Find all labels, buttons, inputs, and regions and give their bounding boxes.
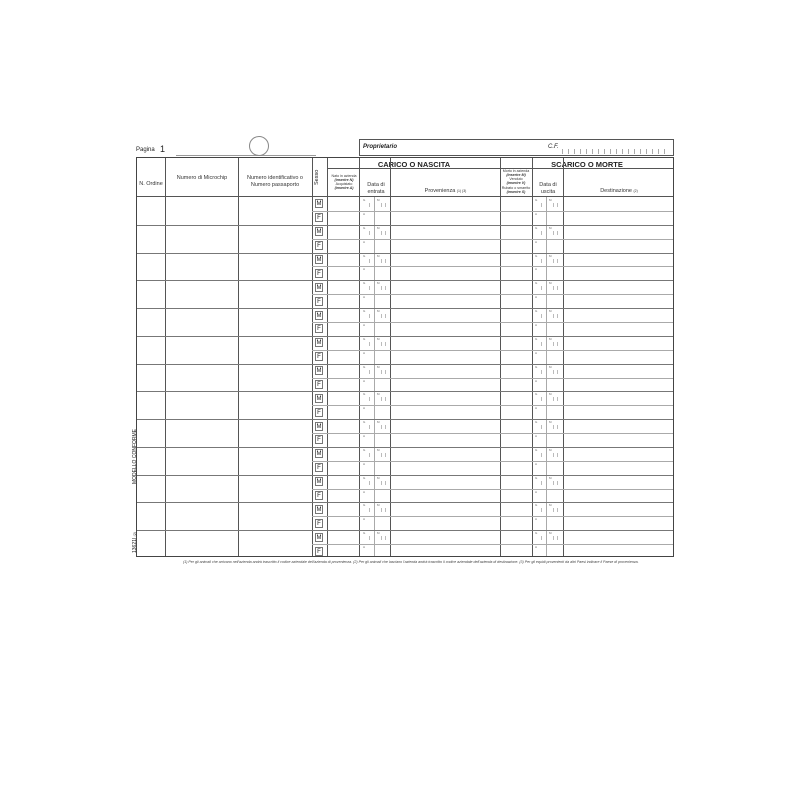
date-tick: [557, 508, 558, 512]
scarico-title: SCARICO O MORTE: [551, 160, 623, 169]
date-marker-g: G: [363, 447, 366, 452]
date-tick: [553, 397, 554, 401]
sex-f-checkbox[interactable]: F: [315, 435, 323, 444]
column-divider: [165, 158, 166, 556]
entry-separator: [137, 336, 673, 337]
date-marker-m: M: [549, 447, 552, 452]
date-tick: [381, 370, 382, 374]
sex-f-checkbox[interactable]: F: [315, 213, 323, 222]
date-marker-g: G: [363, 392, 366, 397]
date-marker-g: G: [535, 447, 538, 452]
date-marker-m: M: [377, 198, 380, 202]
sex-row-separator: [312, 405, 673, 406]
date-marker-m: M: [549, 253, 552, 258]
date-marker-g: G: [535, 336, 538, 341]
date-marker-a: A: [363, 295, 366, 300]
date-tick: [385, 481, 386, 485]
date-marker-a: A: [535, 434, 538, 439]
sex-row-separator: [312, 266, 673, 267]
date-marker-g: G: [535, 392, 538, 397]
sex-f-checkbox[interactable]: F: [315, 519, 323, 528]
sex-m-checkbox[interactable]: M: [316, 256, 322, 263]
col-ordine-header: N. Ordine: [139, 181, 163, 187]
date-marker-m: M: [377, 309, 380, 314]
date-tick: [553, 370, 554, 374]
cf-input-ticks[interactable]: [562, 149, 670, 154]
sex-row-separator: [312, 378, 673, 379]
date-tick: [381, 453, 382, 457]
date-tick: [385, 453, 386, 457]
date-tick: [557, 453, 558, 457]
date-marker-g: G: [363, 336, 366, 341]
pagina-label: Pagina: [136, 147, 155, 153]
carico-title: CARICO O NASCITA: [377, 160, 451, 169]
date-tick: [385, 231, 386, 235]
date-marker-m: M: [549, 336, 552, 341]
date-tick: [541, 203, 542, 207]
date-tick: [381, 536, 382, 540]
date-tick: [557, 286, 558, 290]
date-tick: [557, 342, 558, 346]
date-tick: [541, 231, 542, 235]
date-marker-a: A: [363, 239, 366, 244]
sex-m-checkbox[interactable]: M: [316, 534, 322, 541]
date-tick: [557, 203, 558, 207]
sex-m-checkbox[interactable]: M: [316, 201, 322, 208]
date-marker-a: A: [363, 461, 366, 466]
date-marker-m: M: [549, 225, 552, 230]
nato-label: Nato in azienda: [331, 174, 357, 178]
date-marker-g: G: [363, 309, 366, 314]
date-tick: [541, 397, 542, 401]
date-marker-m: M: [377, 531, 380, 536]
date-tick: [381, 397, 382, 401]
date-marker-a: A: [363, 378, 366, 383]
acquistato-sub: (inserire A): [334, 186, 354, 191]
date-marker-a: A: [535, 267, 538, 272]
date-marker-m: M: [377, 364, 380, 369]
col-identificativo-header: Numero identificativo o Numero passaporto: [247, 175, 303, 188]
entry-separator: [137, 502, 673, 503]
date-tick: [381, 481, 382, 485]
date-marker-g: G: [535, 420, 538, 425]
sex-f-checkbox[interactable]: F: [315, 352, 323, 361]
date-tick: [385, 314, 386, 318]
date-marker-m: M: [377, 447, 380, 452]
date-tick: [541, 259, 542, 263]
date-marker-g: G: [363, 198, 366, 202]
date-marker-m: M: [377, 503, 380, 508]
date-tick: [381, 508, 382, 512]
date-marker-g: G: [363, 225, 366, 230]
date-marker-a: A: [363, 350, 366, 355]
date-marker-m: M: [377, 392, 380, 397]
date-tick: [553, 453, 554, 457]
entry-separator: [137, 419, 673, 420]
date-tick: [557, 397, 558, 401]
footnote: (1) Per gli animali che arrivano nell'azienda andrà trascritto il codice aziendale dell'azienda di provenienza. (2) Per gli animali che lasciano l'azienda andrà trascritto il codice aziendale dell'azienda di destinazione. (3) Per gli equidi provenienti da altri Paesi indicare il Paese di provenienza.: [183, 560, 639, 564]
date-tick: [541, 314, 542, 318]
date-tick: [541, 370, 542, 374]
sex-row-separator: [312, 516, 673, 517]
register-table: [136, 157, 674, 557]
date-marker-g: G: [535, 225, 538, 230]
punch-hole: [249, 136, 269, 156]
date-marker-g: G: [535, 475, 538, 480]
sex-row-separator: [312, 350, 673, 351]
sex-f-checkbox[interactable]: F: [315, 408, 323, 417]
pagina-line: [176, 155, 316, 156]
date-marker-a: A: [535, 322, 538, 327]
date-marker-g: G: [535, 364, 538, 369]
date-marker-a: A: [363, 434, 366, 439]
date-tick: [385, 425, 386, 429]
date-tick: [369, 425, 370, 429]
sex-m-checkbox[interactable]: M: [316, 284, 322, 291]
entry-separator: [137, 391, 673, 392]
date-tick: [557, 231, 558, 235]
date-marker-a: A: [363, 517, 366, 522]
sex-f-checkbox[interactable]: F: [315, 324, 323, 333]
date-marker-m: M: [549, 392, 552, 397]
column-divider: [390, 158, 391, 556]
date-marker-a: A: [363, 489, 366, 494]
date-tick: [553, 425, 554, 429]
column-divider: [500, 158, 501, 556]
entry-separator: [137, 364, 673, 365]
sex-f-checkbox[interactable]: F: [315, 297, 323, 306]
sex-m-checkbox[interactable]: M: [316, 229, 322, 236]
date-tick: [557, 425, 558, 429]
date-tick: [553, 314, 554, 318]
morto-sub: (inserire M): [506, 173, 526, 178]
entry-separator: [137, 280, 673, 281]
date-tick: [369, 231, 370, 235]
sex-f-checkbox[interactable]: F: [315, 269, 323, 278]
date-marker-m: M: [377, 475, 380, 480]
date-marker-a: A: [535, 489, 538, 494]
provenienza-label: Provenienza: [424, 188, 456, 194]
data-uscita-header: Data di uscita: [539, 182, 557, 195]
owner-label: Proprietario: [363, 144, 398, 150]
entry-separator: [137, 308, 673, 309]
date-tick: [381, 259, 382, 263]
sex-m-checkbox[interactable]: M: [316, 479, 322, 486]
date-marker-a: A: [535, 295, 538, 300]
date-marker-g: G: [535, 309, 538, 314]
model-code-suffix: (2): [133, 532, 137, 537]
date-marker-g: G: [363, 531, 366, 536]
date-tick: [369, 314, 370, 318]
date-marker-a: A: [535, 378, 538, 383]
date-marker-m: M: [549, 503, 552, 508]
owner-field[interactable]: [359, 139, 674, 156]
date-marker-m: M: [377, 225, 380, 230]
date-tick: [541, 425, 542, 429]
date-tick: [553, 259, 554, 263]
date-marker-g: G: [535, 281, 538, 286]
date-marker-m: M: [549, 198, 552, 202]
date-tick: [369, 259, 370, 263]
date-marker-g: G: [363, 364, 366, 369]
date-marker-a: A: [535, 517, 538, 522]
data-entrata-header: Data di entrata: [367, 182, 385, 195]
sex-m-checkbox[interactable]: M: [316, 506, 322, 513]
entry-separator: [137, 530, 673, 531]
sex-row-separator: [312, 544, 673, 545]
sex-m-checkbox[interactable]: M: [316, 340, 322, 347]
date-marker-m: M: [549, 281, 552, 286]
date-tick: [369, 481, 370, 485]
date-tick: [541, 342, 542, 346]
column-divider: [563, 158, 564, 556]
column-divider: [238, 158, 239, 556]
date-tick: [369, 536, 370, 540]
date-marker-g: G: [535, 198, 538, 202]
sex-row-separator: [312, 294, 673, 295]
date-tick: [557, 481, 558, 485]
date-marker-g: G: [535, 503, 538, 508]
sex-row-separator: [312, 489, 673, 490]
date-tick: [381, 342, 382, 346]
date-tick: [369, 508, 370, 512]
date-tick: [369, 397, 370, 401]
date-tick: [385, 286, 386, 290]
col-sesso-header: Sesso: [314, 169, 320, 185]
date-tick: [385, 397, 386, 401]
venduto-label: Venduto: [509, 177, 523, 182]
date-marker-m: M: [549, 364, 552, 369]
date-marker-a: A: [535, 239, 538, 244]
date-marker-m: M: [549, 475, 552, 480]
morto-venduto-header: [500, 169, 532, 194]
date-tick: [553, 342, 554, 346]
date-tick: [553, 508, 554, 512]
sex-row-separator: [312, 433, 673, 434]
date-marker-g: G: [363, 420, 366, 425]
entry-separator: [137, 475, 673, 476]
sex-m-checkbox[interactable]: M: [316, 395, 322, 402]
date-tick: [369, 203, 370, 207]
date-marker-a: A: [363, 267, 366, 272]
sex-m-checkbox[interactable]: M: [316, 368, 322, 375]
date-tick: [553, 481, 554, 485]
date-marker-g: G: [535, 253, 538, 258]
date-marker-a: A: [363, 322, 366, 327]
acquistato-label: Acquistato: [335, 182, 353, 187]
column-divider: [359, 158, 360, 556]
date-tick: [553, 231, 554, 235]
sex-f-checkbox[interactable]: F: [315, 491, 323, 500]
nato-sub: (inserire N): [334, 178, 354, 183]
date-marker-a: A: [363, 211, 366, 216]
date-tick: [541, 508, 542, 512]
morto-label: Morto in azienda: [502, 169, 530, 173]
sex-row-separator: [312, 239, 673, 240]
date-marker-m: M: [377, 281, 380, 286]
date-tick: [541, 286, 542, 290]
section-title-rule: [327, 168, 673, 169]
date-tick: [557, 314, 558, 318]
date-tick: [385, 508, 386, 512]
sex-row-separator: [312, 461, 673, 462]
date-tick: [381, 203, 382, 207]
sex-m-checkbox[interactable]: M: [316, 312, 322, 319]
entry-separator: [137, 447, 673, 448]
date-tick: [541, 453, 542, 457]
date-tick: [541, 481, 542, 485]
entry-separator: [137, 225, 673, 226]
date-tick: [553, 536, 554, 540]
date-tick: [553, 286, 554, 290]
date-marker-m: M: [377, 253, 380, 258]
entry-separator: [137, 253, 673, 254]
destinazione-label: Destinazione: [600, 188, 632, 194]
date-marker-g: G: [535, 531, 538, 536]
date-marker-a: A: [363, 545, 366, 550]
date-tick: [385, 370, 386, 374]
date-tick: [553, 203, 554, 207]
date-marker-g: G: [363, 253, 366, 258]
destinazione-note: (2): [633, 189, 638, 193]
sex-f-checkbox[interactable]: F: [315, 380, 323, 389]
date-tick: [385, 259, 386, 263]
sex-m-checkbox[interactable]: M: [316, 423, 322, 430]
date-tick: [557, 370, 558, 374]
header-bottom-rule: [137, 196, 673, 197]
rubato-sub: (inserire S): [506, 189, 526, 194]
nato-acquistato-header: [328, 174, 360, 191]
date-marker-m: M: [549, 531, 552, 536]
date-tick: [381, 286, 382, 290]
date-tick: [369, 286, 370, 290]
date-tick: [369, 370, 370, 374]
date-marker-g: G: [363, 503, 366, 508]
model-code: 13621I: [132, 537, 138, 553]
date-tick: [557, 259, 558, 263]
sex-row-separator: [312, 211, 673, 212]
date-marker-a: A: [535, 350, 538, 355]
sex-f-checkbox[interactable]: F: [315, 241, 323, 250]
date-marker-m: M: [377, 336, 380, 341]
date-tick: [557, 536, 558, 540]
destinazione-header: [565, 188, 673, 195]
date-tick: [541, 536, 542, 540]
column-divider: [312, 158, 313, 556]
date-tick: [381, 425, 382, 429]
date-tick: [385, 203, 386, 207]
date-marker-a: A: [535, 461, 538, 466]
cf-label: C.F.: [548, 144, 559, 150]
col-microchip-header: Numero di Microchip: [176, 175, 228, 181]
date-tick: [385, 342, 386, 346]
modello-conforme-text: MODELLO CONFORME: [132, 428, 138, 484]
pagina-number: 1: [160, 144, 166, 154]
provenienza-note: (1) (3): [456, 189, 467, 193]
date-tick: [369, 453, 370, 457]
date-marker-g: G: [363, 281, 366, 286]
date-tick: [381, 231, 382, 235]
model-code-text: [132, 532, 138, 553]
date-marker-m: M: [549, 309, 552, 314]
date-tick: [385, 536, 386, 540]
column-divider: [327, 158, 328, 556]
date-tick: [369, 342, 370, 346]
sex-f-checkbox[interactable]: F: [315, 547, 323, 556]
sex-m-checkbox[interactable]: M: [316, 451, 322, 458]
provenienza-header: [393, 188, 498, 195]
column-divider: [532, 158, 533, 556]
rubato-label: Rubato o smarrito: [501, 185, 531, 190]
date-marker-m: M: [377, 420, 380, 425]
date-marker-a: A: [535, 545, 538, 550]
date-tick: [381, 314, 382, 318]
venduto-sub: (inserire V): [506, 181, 526, 186]
date-marker-a: A: [535, 406, 538, 411]
sex-row-separator: [312, 322, 673, 323]
date-marker-a: A: [535, 211, 538, 216]
date-marker-a: A: [363, 406, 366, 411]
date-marker-m: M: [549, 420, 552, 425]
sex-f-checkbox[interactable]: F: [315, 463, 323, 472]
date-marker-g: G: [363, 475, 366, 480]
